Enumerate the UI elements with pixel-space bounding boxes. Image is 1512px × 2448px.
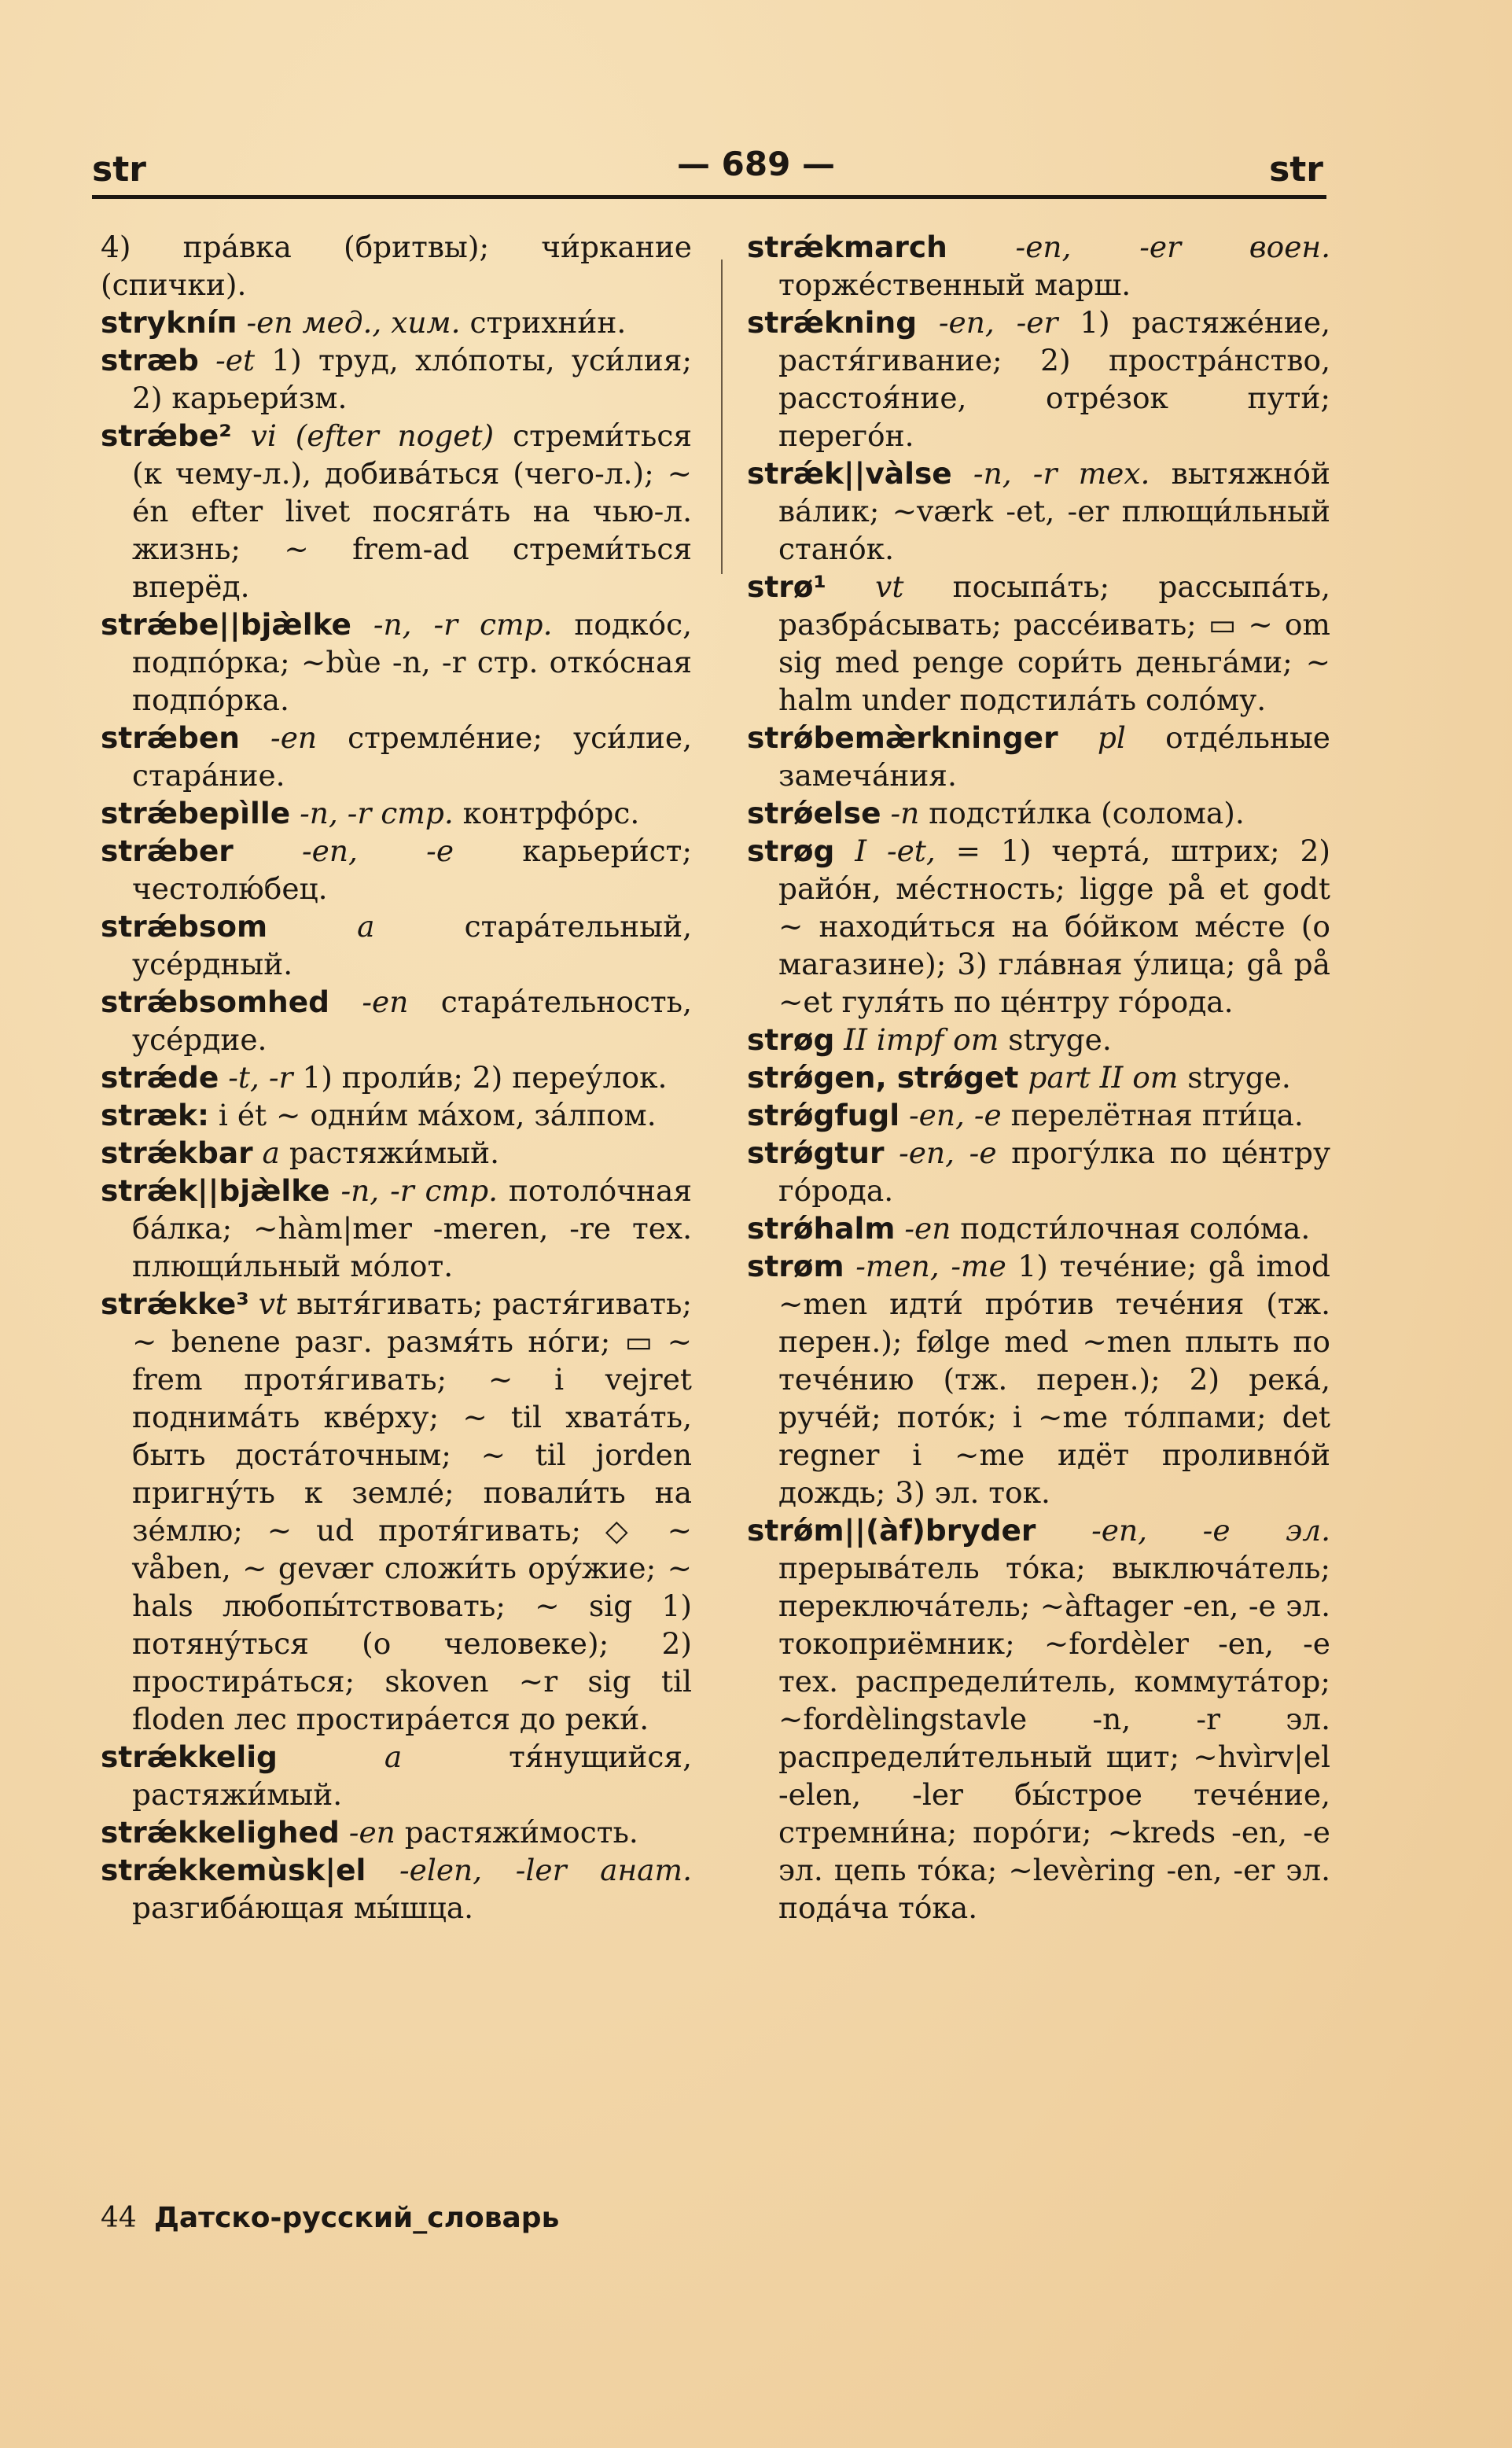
running-head-right: str: [1269, 149, 1323, 190]
entry-headword: strǽkkemùsk|el: [101, 1853, 366, 1887]
entry-headword: stræb: [101, 343, 199, 377]
entry-headword: strǽber: [101, 834, 234, 868]
dictionary-entry: [101, 983, 692, 1058]
entry-headword: strǿm||(àf)bryder: [747, 1513, 1036, 1548]
entry-definition: 1) тече́ние; gå imod ~men идти́ про́тив тече́ния (тж. перен.); følge med ~men плыть по тече́нию (тж. перен.); 2) река́, руче́й; пото́к; i ~me то́лпами; det regner i ~me идёт проливно́й дождь; 3) эл. ток.: [778, 1249, 1331, 1510]
entry-grammar: -еп: [904, 1211, 951, 1246]
dictionary-entry: [747, 1021, 1330, 1058]
entry-definition: контрфо́рс.: [462, 796, 640, 830]
entry-grammar: -en: [348, 1815, 395, 1850]
entry-definition: растяжи́мость.: [404, 1815, 638, 1850]
dictionary-entry: [747, 1511, 1330, 1927]
entry-grammar: -en, -е: [899, 1136, 997, 1170]
entry-grammar: -n, -r стр.: [300, 796, 454, 830]
entry-grammar: а: [384, 1739, 403, 1774]
entry-headword: stræk:: [101, 1098, 209, 1132]
entry-grammar: vt: [258, 1287, 288, 1321]
entry-grammar: -еп: [270, 720, 318, 755]
entry-definition: карьери́ст; честолю́бец.: [132, 834, 693, 906]
dictionary-entry: [747, 304, 1330, 455]
entry-headword: strǽkkelig: [101, 1739, 278, 1774]
entry-headword: strǽk||bjæ̀lke: [101, 1173, 330, 1208]
dictionary-entry: [747, 1058, 1330, 1096]
entry-definition: i ét ~ одни́м ма́хом, за́лпом.: [218, 1098, 657, 1132]
entry-grammar: -n, -r стр.: [340, 1173, 498, 1208]
entry-grammar: -n, -r стр.: [373, 607, 553, 642]
dictionary-entry: [747, 1247, 1330, 1511]
entry-definition: подсти́лочная соло́ма.: [960, 1211, 1311, 1246]
entry-headword: strǽbepìlle: [101, 796, 291, 830]
dictionary-entry: [747, 1209, 1330, 1247]
entry-grammar: pl: [1097, 720, 1126, 755]
entry-headword: strǽbsom: [101, 909, 268, 944]
entry-grammar: II impf om: [844, 1022, 999, 1057]
entry-grammar: -en, -е эл.: [1091, 1513, 1330, 1548]
entry-headword: strøg: [747, 834, 835, 868]
entry-definition: перелётная пти́ца.: [1010, 1098, 1304, 1132]
entry-grammar: -еп мед., хим.: [246, 305, 461, 340]
entry-definition: потоло́чная ба́лка; ~hàm|mer -meren, -re тех. плющи́льный мо́лот.: [132, 1173, 692, 1283]
entry-definition: вытя́гивать; растя́гивать; ~ benene разг. размя́ть но́ги; ▭ ~ frem протя́гивать; ~ i vejret поднима́ть квéрху; ~ til хвата́ть, быть доста́точным; ~ til jorden пригну́ть к земле́; повали́ть на зе́млю; ~ ud протя́гивать; ◇ ~ våben, ~ gevær сложи́ть ору́жие; ~ hals любопы́тствовать; ~ sig 1) потяну́ться (о человеке); 2) простира́ться; skoven ~r sig til floden лес простира́ется до реки́.: [132, 1287, 693, 1736]
entry-definition: посыпа́ть; рассыпа́ть, разбра́сывать; рассе́ивать; ▭ ~ om sig med penge сори́ть деньга́ми; ~ halm under подстила́ть соло́му.: [778, 569, 1331, 717]
dictionary-entry: [101, 228, 692, 304]
entry-definition: подко́с, подпо́рка; ~bùe -n, -r стр. отко́сная подпо́рка.: [132, 607, 693, 717]
header-rule: [92, 195, 1326, 199]
entry-grammar: part II om: [1028, 1060, 1179, 1095]
entry-definition: стара́тельный, усе́рдный.: [132, 909, 692, 981]
entry-headword: strǽkke³: [101, 1287, 249, 1321]
entry-definition: торже́ственный марш.: [778, 267, 1131, 302]
entry-headword: strǽkbar: [101, 1136, 253, 1170]
column-divider: [721, 260, 723, 574]
entry-grammar: -men, -me: [855, 1249, 1006, 1283]
entry-grammar: -et: [215, 343, 256, 377]
entry-grammar: vt: [875, 569, 904, 604]
entry-grammar: -en, -er: [938, 305, 1058, 340]
dictionary-entry: [101, 832, 692, 907]
dictionary-entry: [747, 794, 1330, 832]
running-head-left: str: [92, 149, 146, 190]
dictionary-entry: [747, 1134, 1330, 1209]
entry-headword: strǿgen, strǿget: [747, 1060, 1019, 1095]
dictionary-entry: [101, 1058, 692, 1096]
entry-headword: strǽk||vàlse: [747, 456, 952, 491]
entry-headword: strǿelse: [747, 796, 881, 830]
entry-definition: 1) проли́в; 2) переу́лок.: [302, 1060, 668, 1095]
printer-signature: [101, 2202, 559, 2234]
dictionary-entry: [101, 907, 692, 983]
entry-definition: 4) пра́вка (бритвы); чи́ркание (спички).: [101, 230, 692, 302]
entry-headword: strøg: [747, 1022, 835, 1057]
entry-headword: strǽbsomhed: [101, 985, 330, 1019]
left-column: [101, 228, 692, 1927]
entry-grammar: -en, -er воен.: [1015, 230, 1331, 264]
entry-headword: strǽben: [101, 720, 241, 755]
entry-headword: strǽkning: [747, 305, 918, 340]
entry-definition: тя́нущийся, растяжи́мый.: [132, 1739, 692, 1812]
entry-definition: стрихни́н.: [469, 305, 627, 340]
dictionary-entry: [101, 341, 692, 417]
entry-definition: 1) растяже́ние, растя́гивание; 2) простра́нство, расстоя́ние, отре́зок пути́; перего́н.: [778, 305, 1331, 453]
entry-headword: strǽbe²: [101, 418, 232, 453]
dictionary-entry: [101, 719, 692, 794]
entry-grammar: а: [357, 909, 375, 944]
dictionary-entry: [101, 1134, 692, 1172]
entry-grammar: а: [262, 1136, 280, 1170]
dictionary-entry: [101, 606, 692, 719]
dictionary-entry: [101, 1285, 692, 1738]
entry-grammar: I -et, =: [855, 834, 981, 868]
right-column: [747, 228, 1330, 1927]
entry-definition: стремле́ние; уси́лие, стара́ние.: [132, 720, 693, 793]
entry-definition: разгиба́ющая мы́шца.: [132, 1890, 474, 1925]
dictionary-entry: [747, 719, 1330, 794]
dictionary-entry: [101, 1096, 692, 1134]
dictionary-entry: [101, 304, 692, 341]
signature-number: 44: [101, 2202, 137, 2234]
entry-grammar: -n, -r тех.: [973, 456, 1150, 491]
dictionary-entry: [747, 1096, 1330, 1134]
entry-headword: strǿhalm: [747, 1211, 896, 1246]
entry-headword: strǽkmarch: [747, 230, 947, 264]
entry-definition: стреми́ться (к чему-л.), добива́ться (чего-л.); ~ én efter livet посяга́ть на чью-л. жизнь; ~ frem-ad стреми́ться вперёд.: [132, 418, 692, 604]
entry-headword: strykníп: [101, 305, 237, 340]
entry-grammar: vi (efter noget): [250, 418, 495, 453]
entry-definition: stryge.: [1187, 1060, 1291, 1095]
entry-grammar: -n: [890, 796, 920, 830]
entry-grammar: -t, -r: [228, 1060, 293, 1095]
dictionary-entry: [101, 1738, 692, 1813]
entry-headword: strǽde: [101, 1060, 219, 1095]
entry-headword: strǿgfugl: [747, 1098, 900, 1132]
entry-headword: strǽkkelighed: [101, 1815, 340, 1850]
entry-definition: растяжи́мый.: [289, 1136, 500, 1170]
dictionary-entry: [101, 794, 692, 832]
entry-definition: прерыва́тель то́ка; выключа́тель; переключа́тель; ~àftager -en, -е эл. токоприёмник; ~fordèler -en, -е тех. распредели́тель, коммута́тор; ~fordèlingstavle -n, -r эл. распредели́тельный щит; ~hvìrv|el -elen, -ler бы́строе тече́ние, стремни́на; поро́ги; ~kreds -en, -е эл. цепь то́ка; ~levèring -en, -er эл. пода́ча то́ка.: [778, 1551, 1330, 1925]
entry-grammar: -elen, -ler анат.: [399, 1853, 693, 1887]
dictionary-entry: [101, 1172, 692, 1285]
entry-definition: 1) черта́, штрих; 2) райо́н, ме́стность; ligge på et godt ~ находи́ться на бо́йком ме́сте (о магазине); 3) гла́вная у́лица; gå på ~et гуля́ть по це́нтру го́рода.: [778, 834, 1330, 1019]
entry-grammar: -en, -е: [908, 1098, 1002, 1132]
entry-headword: strø¹: [747, 569, 826, 604]
entry-definition: stryge.: [1008, 1022, 1112, 1057]
page-number: — 689 —: [677, 145, 835, 183]
dictionary-entry: [747, 455, 1330, 568]
entry-headword: strøm: [747, 1249, 844, 1283]
dictionary-entry: [747, 568, 1330, 719]
entry-headword: strǿgtur: [747, 1136, 885, 1170]
dictionary-entry: [747, 228, 1330, 304]
entry-grammar: -en: [362, 985, 409, 1019]
dictionary-entry: [747, 832, 1330, 1021]
signature-title: Датско-русский_словарь: [153, 2202, 560, 2234]
entry-definition: отде́льные замеча́ния.: [778, 720, 1330, 793]
dictionary-entry: [101, 1813, 692, 1851]
entry-definition: вытяжно́й ва́лик; ~værk -et, -er плющи́льный стано́к.: [778, 456, 1331, 566]
dictionary-entry: [101, 417, 692, 606]
entry-definition: 1) труд, хло́поты, уси́лия; 2) карьери́зм.: [132, 343, 693, 415]
entry-headword: strǿbemæ̀rkninger: [747, 720, 1058, 755]
entry-definition: подсти́лка (солома).: [929, 796, 1245, 830]
entry-definition: прогу́лка по це́нтру го́рода.: [778, 1136, 1331, 1208]
dictionary-entry: [101, 1851, 692, 1927]
entry-definition: стара́тельность, усе́рдие.: [132, 985, 692, 1057]
entry-headword: strǽbe||bjæ̀lke: [101, 607, 351, 642]
entry-grammar: -en, -е: [302, 834, 454, 868]
